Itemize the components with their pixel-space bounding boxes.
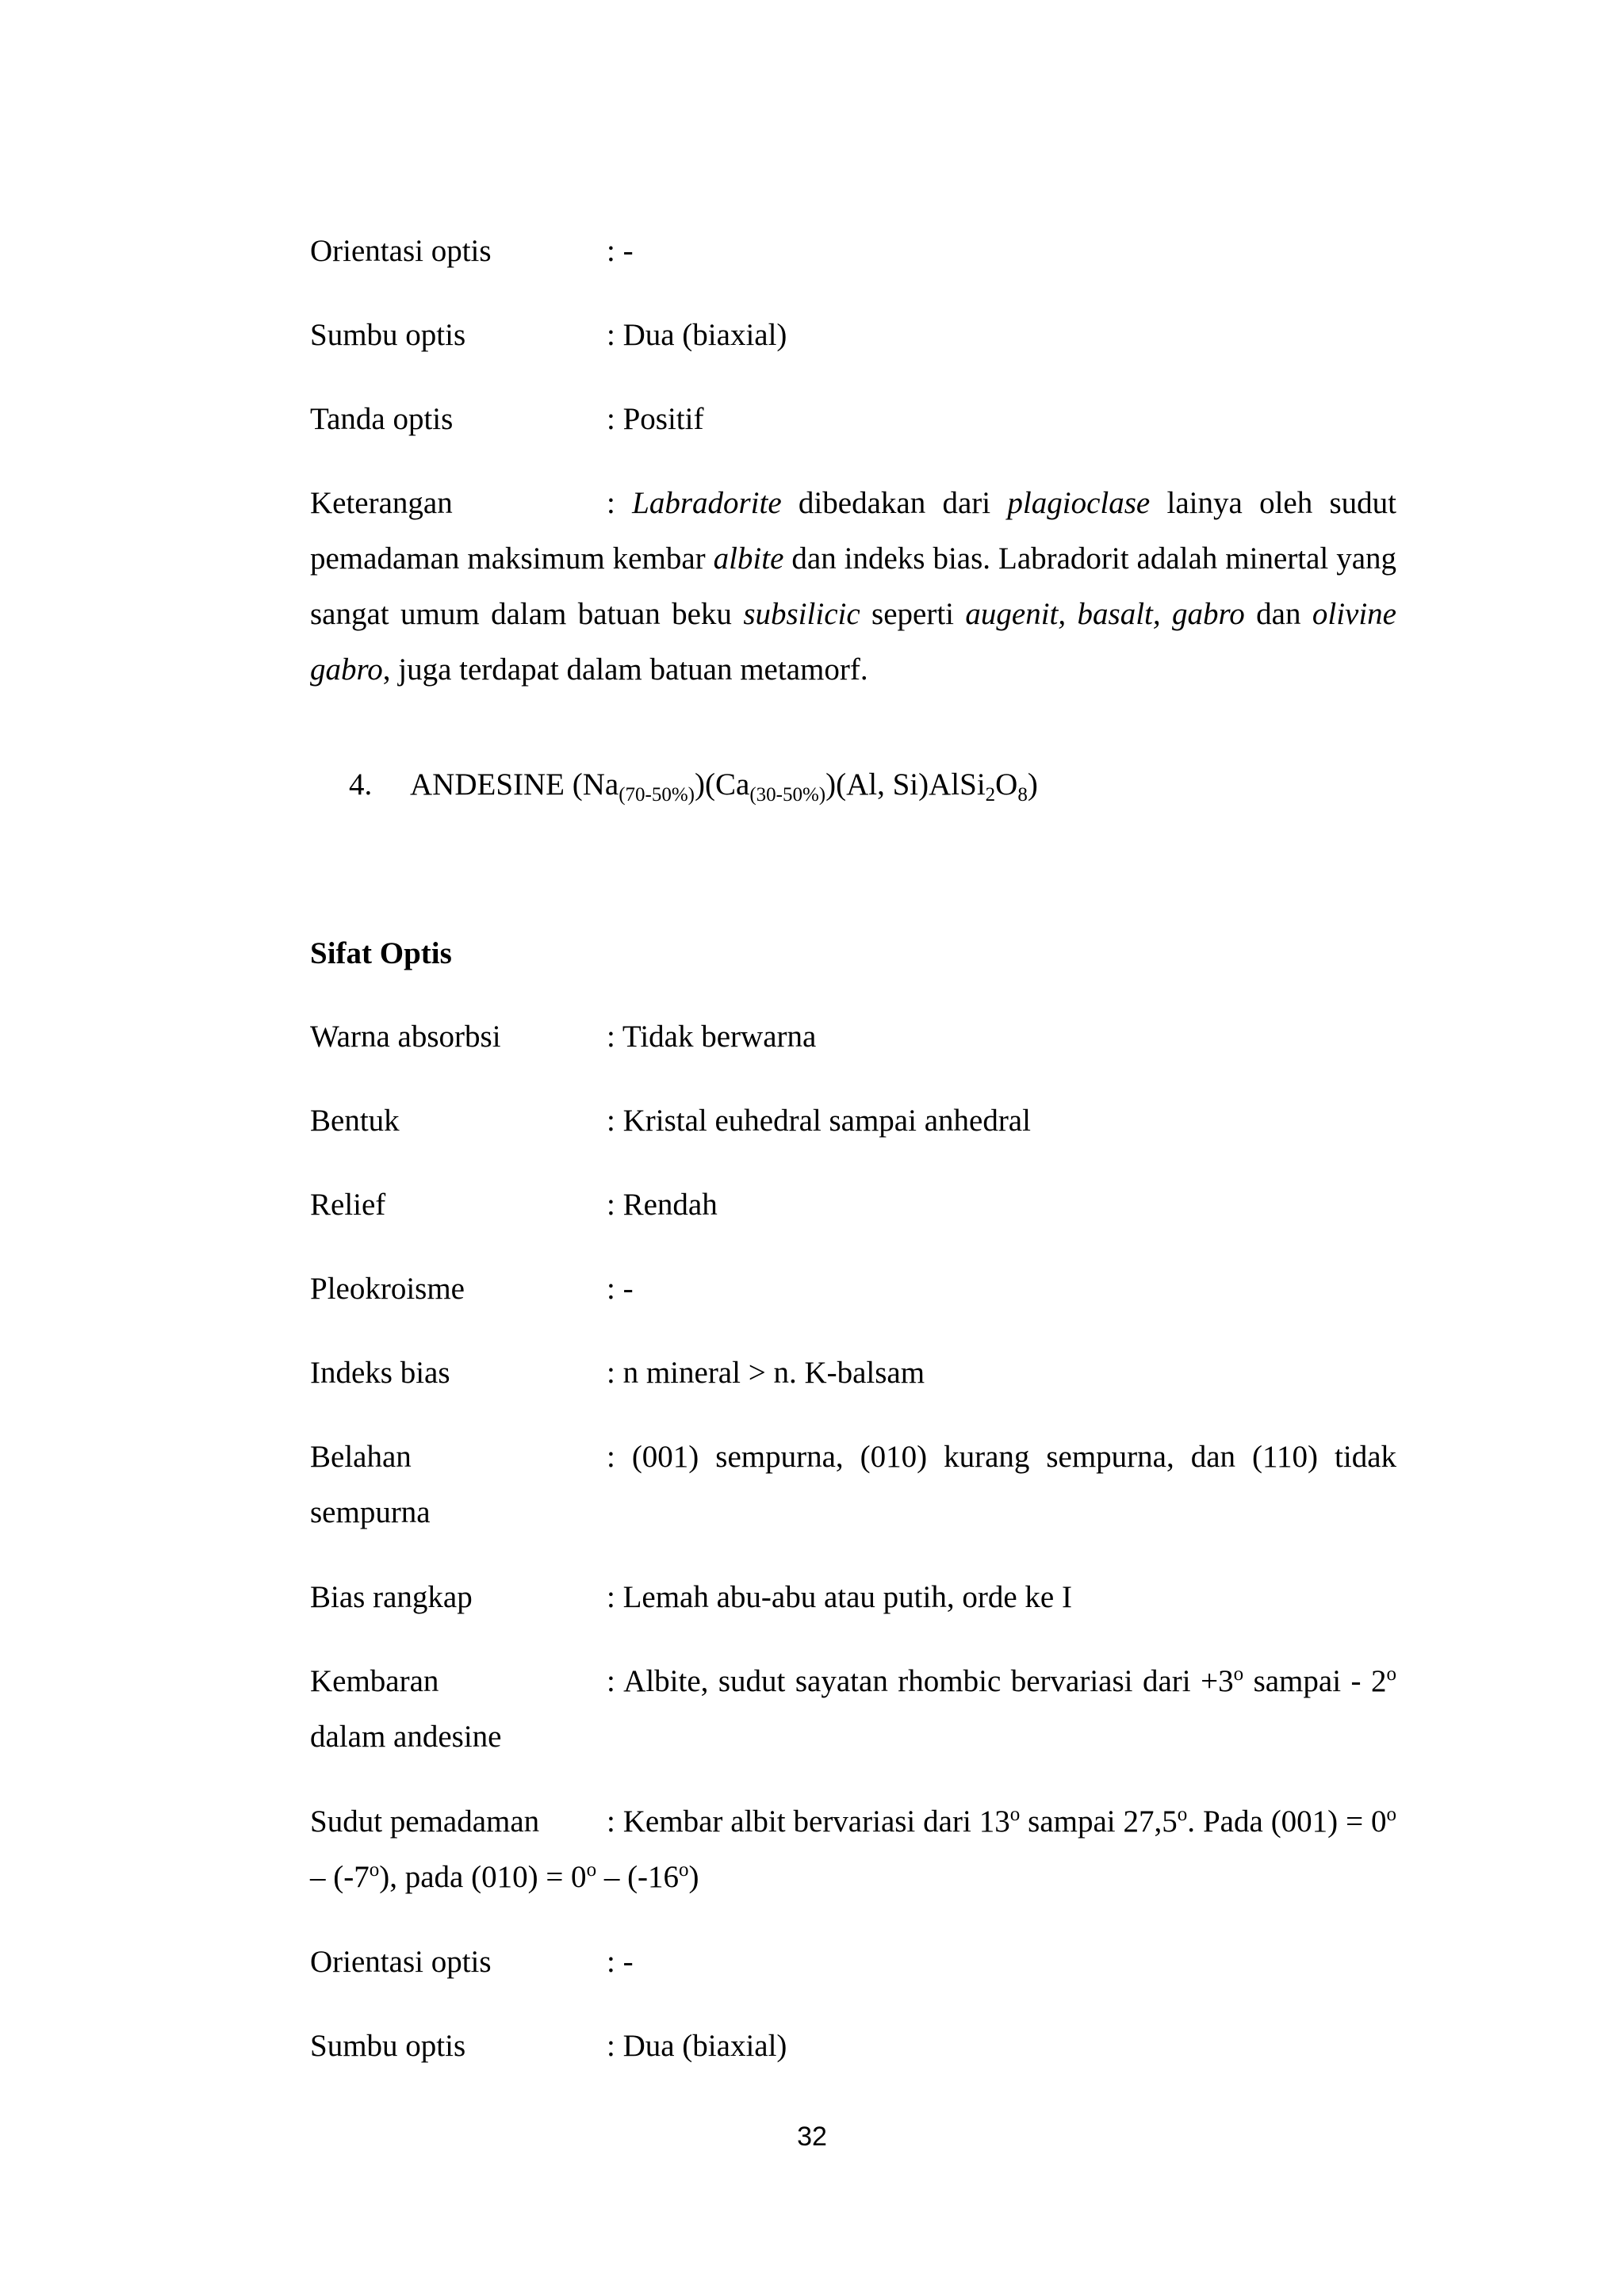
keterangan-text: lainya oleh sudut pemadaman maksimum kembar <box>310 486 1397 576</box>
orientasi-optis-value: : - <box>607 234 634 268</box>
sifat-optis-heading: Sifat Optis <box>310 936 452 970</box>
degree-superscript: o <box>1386 1663 1396 1685</box>
sudut-text: – (-7 <box>310 1860 370 1894</box>
degree-superscript: o <box>586 1859 597 1881</box>
tanda-optis-label: Tanda optis <box>310 402 454 436</box>
sudut-text: . Pada (001) = 0 <box>1187 1804 1387 1839</box>
bias-rangkap-row <box>310 1570 1396 1625</box>
keterangan-text: dan indeks bias. Labradorit adalah minertal yang sangat umum dalam batuan beku <box>310 541 1397 631</box>
sudut-text: : Kembar albit bervariasi dari 13 <box>607 1804 1010 1839</box>
keterangan-text: dan <box>1244 597 1312 631</box>
sudut-text: ) <box>688 1860 699 1894</box>
keterangan-text: seperti <box>860 597 966 631</box>
tanda-optis-row <box>310 392 1396 447</box>
pleokroisme-row <box>310 1261 1396 1317</box>
relief-label: Relief <box>310 1188 386 1222</box>
degree-superscript: o <box>369 1859 380 1881</box>
relief-row <box>310 1177 1396 1233</box>
keterangan-text: : <box>607 486 633 520</box>
orientasi-optis-row <box>310 224 1396 279</box>
sudut-text: ), pada (010) = 0 <box>379 1860 587 1894</box>
sumbu-optis-label: Sumbu optis <box>310 318 466 352</box>
tanda-optis-value: : Positif <box>607 402 704 436</box>
indeks-bias-value: : n mineral > n. K-balsam <box>607 1356 925 1390</box>
kembaran-text: : Albite, sudut sayatan rhombic bervariasi dari +3 <box>607 1664 1234 1698</box>
indeks-bias-row <box>310 1345 1396 1401</box>
warna-absorbsi-row <box>310 1009 1396 1065</box>
keterangan-term: augenit, basalt, gabro <box>965 597 1245 631</box>
subscript: 8 <box>1017 784 1028 806</box>
orientasi-optis-value: : - <box>607 1945 634 1979</box>
indeks-bias-label: Indeks bias <box>310 1356 450 1390</box>
warna-absorbsi-label: Warna absorbsi <box>310 1020 501 1054</box>
list-number: 4. <box>349 767 373 802</box>
bentuk-row <box>310 1093 1396 1149</box>
sumbu-optis-row <box>310 308 1396 363</box>
andesine-formula-part: )(Al, Si)AlSi <box>825 767 986 802</box>
subscript: (70-50%) <box>619 784 695 806</box>
andesine-formula-part: O <box>995 767 1018 802</box>
degree-superscript: o <box>1233 1663 1244 1685</box>
keterangan-term: Labradorite <box>632 486 782 520</box>
andesine-formula-part: )(Ca <box>695 767 750 802</box>
relief-value: : Rendah <box>607 1188 718 1222</box>
andesine-formula-part: ) <box>1027 767 1038 802</box>
sudut-text: – (-16 <box>596 1860 680 1894</box>
degree-superscript: o <box>1009 1804 1021 1825</box>
sumbu-optis-row-2 <box>310 2019 1396 2074</box>
sudut-pemadaman-label: Sudut pemadaman <box>310 1804 540 1839</box>
orientasi-optis-label: Orientasi optis <box>310 1945 492 1979</box>
page-number: 32 <box>797 2122 827 2152</box>
belahan-label: Belahan <box>310 1440 412 1474</box>
orientasi-optis-row-2 <box>310 1934 1396 1990</box>
bentuk-label: Bentuk <box>310 1104 400 1138</box>
sudut-pemadaman-paragraph <box>310 1794 1396 1905</box>
sumbu-optis-label: Sumbu optis <box>310 2029 466 2063</box>
sumbu-optis-value: : Dua (biaxial) <box>607 318 787 352</box>
sumbu-optis-value: : Dua (biaxial) <box>607 2029 787 2063</box>
keterangan-term: olivine gabro <box>310 597 1396 687</box>
andesine-formula-part: ANDESINE (Na <box>410 767 619 802</box>
keterangan-label: Keterangan <box>310 486 453 520</box>
belahan-paragraph <box>310 1429 1396 1540</box>
pleokroisme-value: : - <box>607 1272 634 1306</box>
warna-absorbsi-value: : Tidak berwarna <box>607 1020 817 1054</box>
kembaran-paragraph <box>310 1654 1396 1765</box>
kembaran-text: dalam andesine <box>310 1720 502 1754</box>
keterangan-term: subsilicic <box>743 597 860 631</box>
keterangan-term: plagioclase <box>1007 486 1151 520</box>
bias-rangkap-label: Bias rangkap <box>310 1580 473 1614</box>
andesine-heading <box>349 757 1038 813</box>
bentuk-value: : Kristal euhedral sampai anhedral <box>607 1104 1031 1138</box>
sudut-text: sampai 27,5 <box>1020 1804 1178 1839</box>
belahan-value: : (001) sempurna, (010) kurang sempurna, dan (110) tidak sempurna <box>310 1440 1396 1529</box>
pleokroisme-label: Pleokroisme <box>310 1272 465 1306</box>
subscript: 2 <box>985 784 996 806</box>
subscript: (30-50%) <box>749 784 826 806</box>
degree-superscript: o <box>1386 1804 1396 1825</box>
keterangan-term: albite <box>713 541 784 576</box>
keterangan-text: dibedakan dari <box>781 486 1008 520</box>
keterangan-text: , juga terdapat dalam batuan metamorf. <box>382 652 868 687</box>
bias-rangkap-value: : Lemah abu-abu atau putih, orde ke I <box>607 1580 1072 1614</box>
kembaran-label: Kembaran <box>310 1664 439 1698</box>
orientasi-optis-label: Orientasi optis <box>310 234 492 268</box>
degree-superscript: o <box>679 1859 689 1881</box>
keterangan-paragraph <box>310 476 1396 698</box>
degree-superscript: o <box>1177 1804 1188 1825</box>
kembaran-text: sampai - 2 <box>1243 1664 1387 1698</box>
